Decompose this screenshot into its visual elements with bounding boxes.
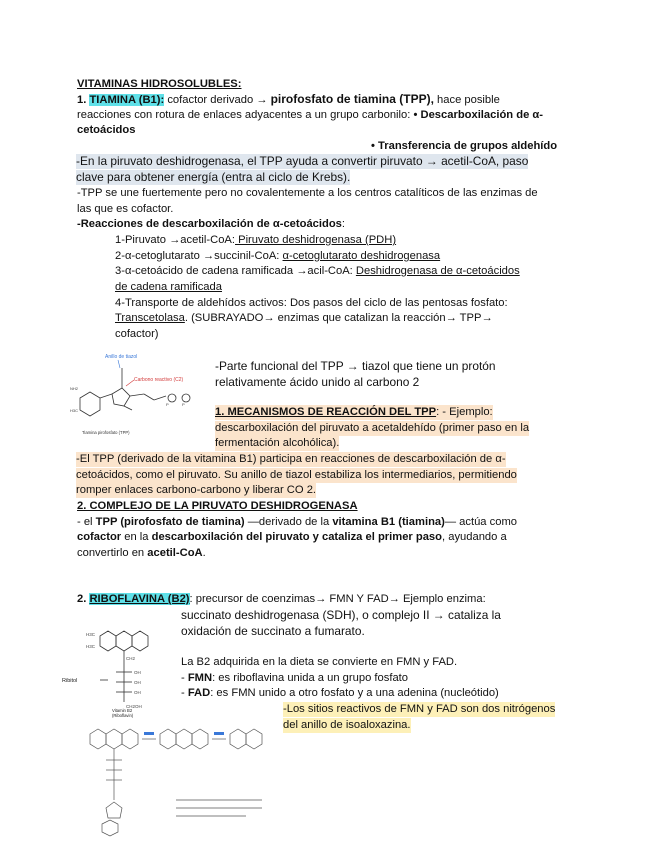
tpp-term: pirofosfato de tiamina (TPP), xyxy=(270,92,434,106)
pdh-note-2: clave para obtener energía (entra al ciclo de Krebs). xyxy=(76,170,351,184)
mechanism-title: 1. MECANISMOS DE REACCIÓN DEL TPP xyxy=(215,406,437,418)
thiazole-note-2: relativamente ácido unido al carbono 2 xyxy=(215,375,420,389)
b1-name: TIAMINA (B1): xyxy=(89,94,165,106)
b2-intro-2: succinato deshidrogenasa (SDH), o complejo II → cataliza la xyxy=(181,608,501,622)
mechanism-line-3: fermentación alcohólica). xyxy=(215,436,339,451)
svg-text:H3C: H3C xyxy=(86,632,96,637)
b1-line2: reacciones con rotura de enlaces adyacentes a un grupo carbonilo: • Descarboxilación de α- xyxy=(77,109,544,121)
reaction-4: 4-Transporte de aldehídos activos: Dos pasos del ciclo de las pentosas fosfato: xyxy=(115,297,508,309)
riboflavin-fig-caption-2: (Riboflavin) xyxy=(112,713,134,718)
complex-title: 2. COMPLEJO DE LA PIRUVATO DESHIDROGENASA xyxy=(77,500,358,512)
tpp-fig-caption: Tiamina pirofosfato (TPP) xyxy=(82,430,130,435)
mechanism-line-2: descarboxilación del piruvato a acetaldehído (primer paso en la xyxy=(215,421,529,436)
reaction-2: 2-α-cetoglutarato →succinil-CoA: α-cetoglutarato deshidrogenasa xyxy=(115,250,441,262)
reaction-3-cont: de cadena ramificada xyxy=(115,281,222,293)
thiazole-note-1: -Parte funcional del TPP → tiazol que tiene un protón xyxy=(215,359,496,373)
mechanism-line-1: 1. MECANISMOS DE REACCIÓN DEL TPP: - Ejemplo: xyxy=(215,405,493,420)
svg-text:OH: OH xyxy=(134,670,141,675)
pdh-note-1: -En la piruvato deshidrogenasa, el TPP ayuda a convertir piruvato → acetil-CoA, paso xyxy=(76,154,529,168)
fad-reaction-drawing xyxy=(76,720,276,838)
b1-heading: 1. TIAMINA (B1): cofactor derivado → pirofosfato de tiamina (TPP), hace posible xyxy=(77,92,500,106)
fmn-definition: - FMN: es riboflavina unida a un grupo fosfato xyxy=(181,672,408,684)
b2-intro-3: oxidación de succinato a fumarato. xyxy=(181,624,365,638)
b1-line4: • Transferencia de grupos aldehído xyxy=(371,140,558,152)
svg-text:CH2OH: CH2OH xyxy=(126,704,142,709)
reaction-1: 1-Piruvato →acetil-CoA: Piruvato deshidrogenasa (PDH) xyxy=(115,234,397,246)
svg-text:OH: OH xyxy=(134,690,141,695)
tpp-paragraph-3: romper enlaces carbono-carbono y liberar CO 2. xyxy=(76,483,316,498)
svg-text:P: P xyxy=(182,402,185,407)
tpp-paragraph-2: cetoácidos, como el piruvato. Su anillo de tiazol estabiliza los intermediarios, permitiendo xyxy=(76,468,517,483)
reactive-sites-2: del anillo de isoaloxazina. xyxy=(283,718,411,733)
tpp-fig-label-c2: Carbono reactivo (C2) xyxy=(134,377,184,383)
complex-line-2: cofactor en la descarboxilación del piruvato y cataliza el primer paso, ayudando a xyxy=(77,531,507,543)
reaction-3: 3-α-cetoácido de cadena ramificada →acil-CoA: Deshidrogenasa de α-cetoácidos xyxy=(115,265,520,277)
fad-definition: - FAD: es FMN unido a otro fosfato y a una adenina (nucleótido) xyxy=(181,687,499,699)
bind-note-1: -TPP se une fuertemente pero no covalentemente a los centros catalíticos de las enzimas de xyxy=(77,187,538,199)
tpp-paragraph-1: -El TPP (derivado de la vitamina B1) participa en reacciones de descarboxilación de α- xyxy=(76,452,506,467)
reaction-4-end: cofactor) xyxy=(115,328,159,340)
reaction-4-cont: Transcetolasa. (SUBRAYADO→ enzimas que catalizan la reacción→ TPP→ xyxy=(115,312,493,324)
tpp-structure-drawing xyxy=(62,350,212,440)
svg-text:NH2: NH2 xyxy=(70,386,79,391)
tpp-fig-label-thiazole: Anillo de tiazol xyxy=(105,354,138,360)
svg-text:OH: OH xyxy=(134,680,141,685)
complex-line-1: - el TPP (pirofosfato de tiamina) —derivado de la vitamina B1 (tiamina)— actúa como xyxy=(77,516,517,528)
riboflavin-fig-caption-1: Vitamin B2 xyxy=(112,708,133,713)
tpp-structure-figure xyxy=(62,350,212,440)
fad-reaction-figure xyxy=(76,720,276,838)
complex-line-3: convertirlo en acetil-CoA. xyxy=(77,547,206,559)
riboflavin-structure-figure xyxy=(62,618,180,718)
b2-diet-note: La B2 adquirida en la dieta se convierte en FMN y FAD. xyxy=(181,656,458,668)
b2-name: RIBOFLAVINA (B2) xyxy=(89,593,190,605)
reactions-title: -Reacciones de descarboxilación de α-cetoácidos: xyxy=(77,218,346,230)
b1-line3: cetoácidos xyxy=(77,124,136,136)
riboflavin-structure-drawing xyxy=(62,618,180,718)
b2-heading: 2. RIBOFLAVINA (B2): precursor de coenzimas→ FMN Y FAD→ Ejemplo enzima: xyxy=(77,593,486,605)
svg-text:H3C: H3C xyxy=(86,644,96,649)
ribitol-label: Ribitol xyxy=(62,678,78,684)
svg-text:CH2: CH2 xyxy=(126,656,136,661)
svg-text:H3C: H3C xyxy=(70,408,79,413)
reactive-sites-1: -Los sitios reactivos de FMN y FAD son dos nitrógenos xyxy=(283,702,555,717)
svg-text:P: P xyxy=(166,402,169,407)
page-title: VITAMINAS HIDROSOLUBLES: xyxy=(77,78,242,90)
bind-note-2: las que es cofactor. xyxy=(77,203,174,215)
